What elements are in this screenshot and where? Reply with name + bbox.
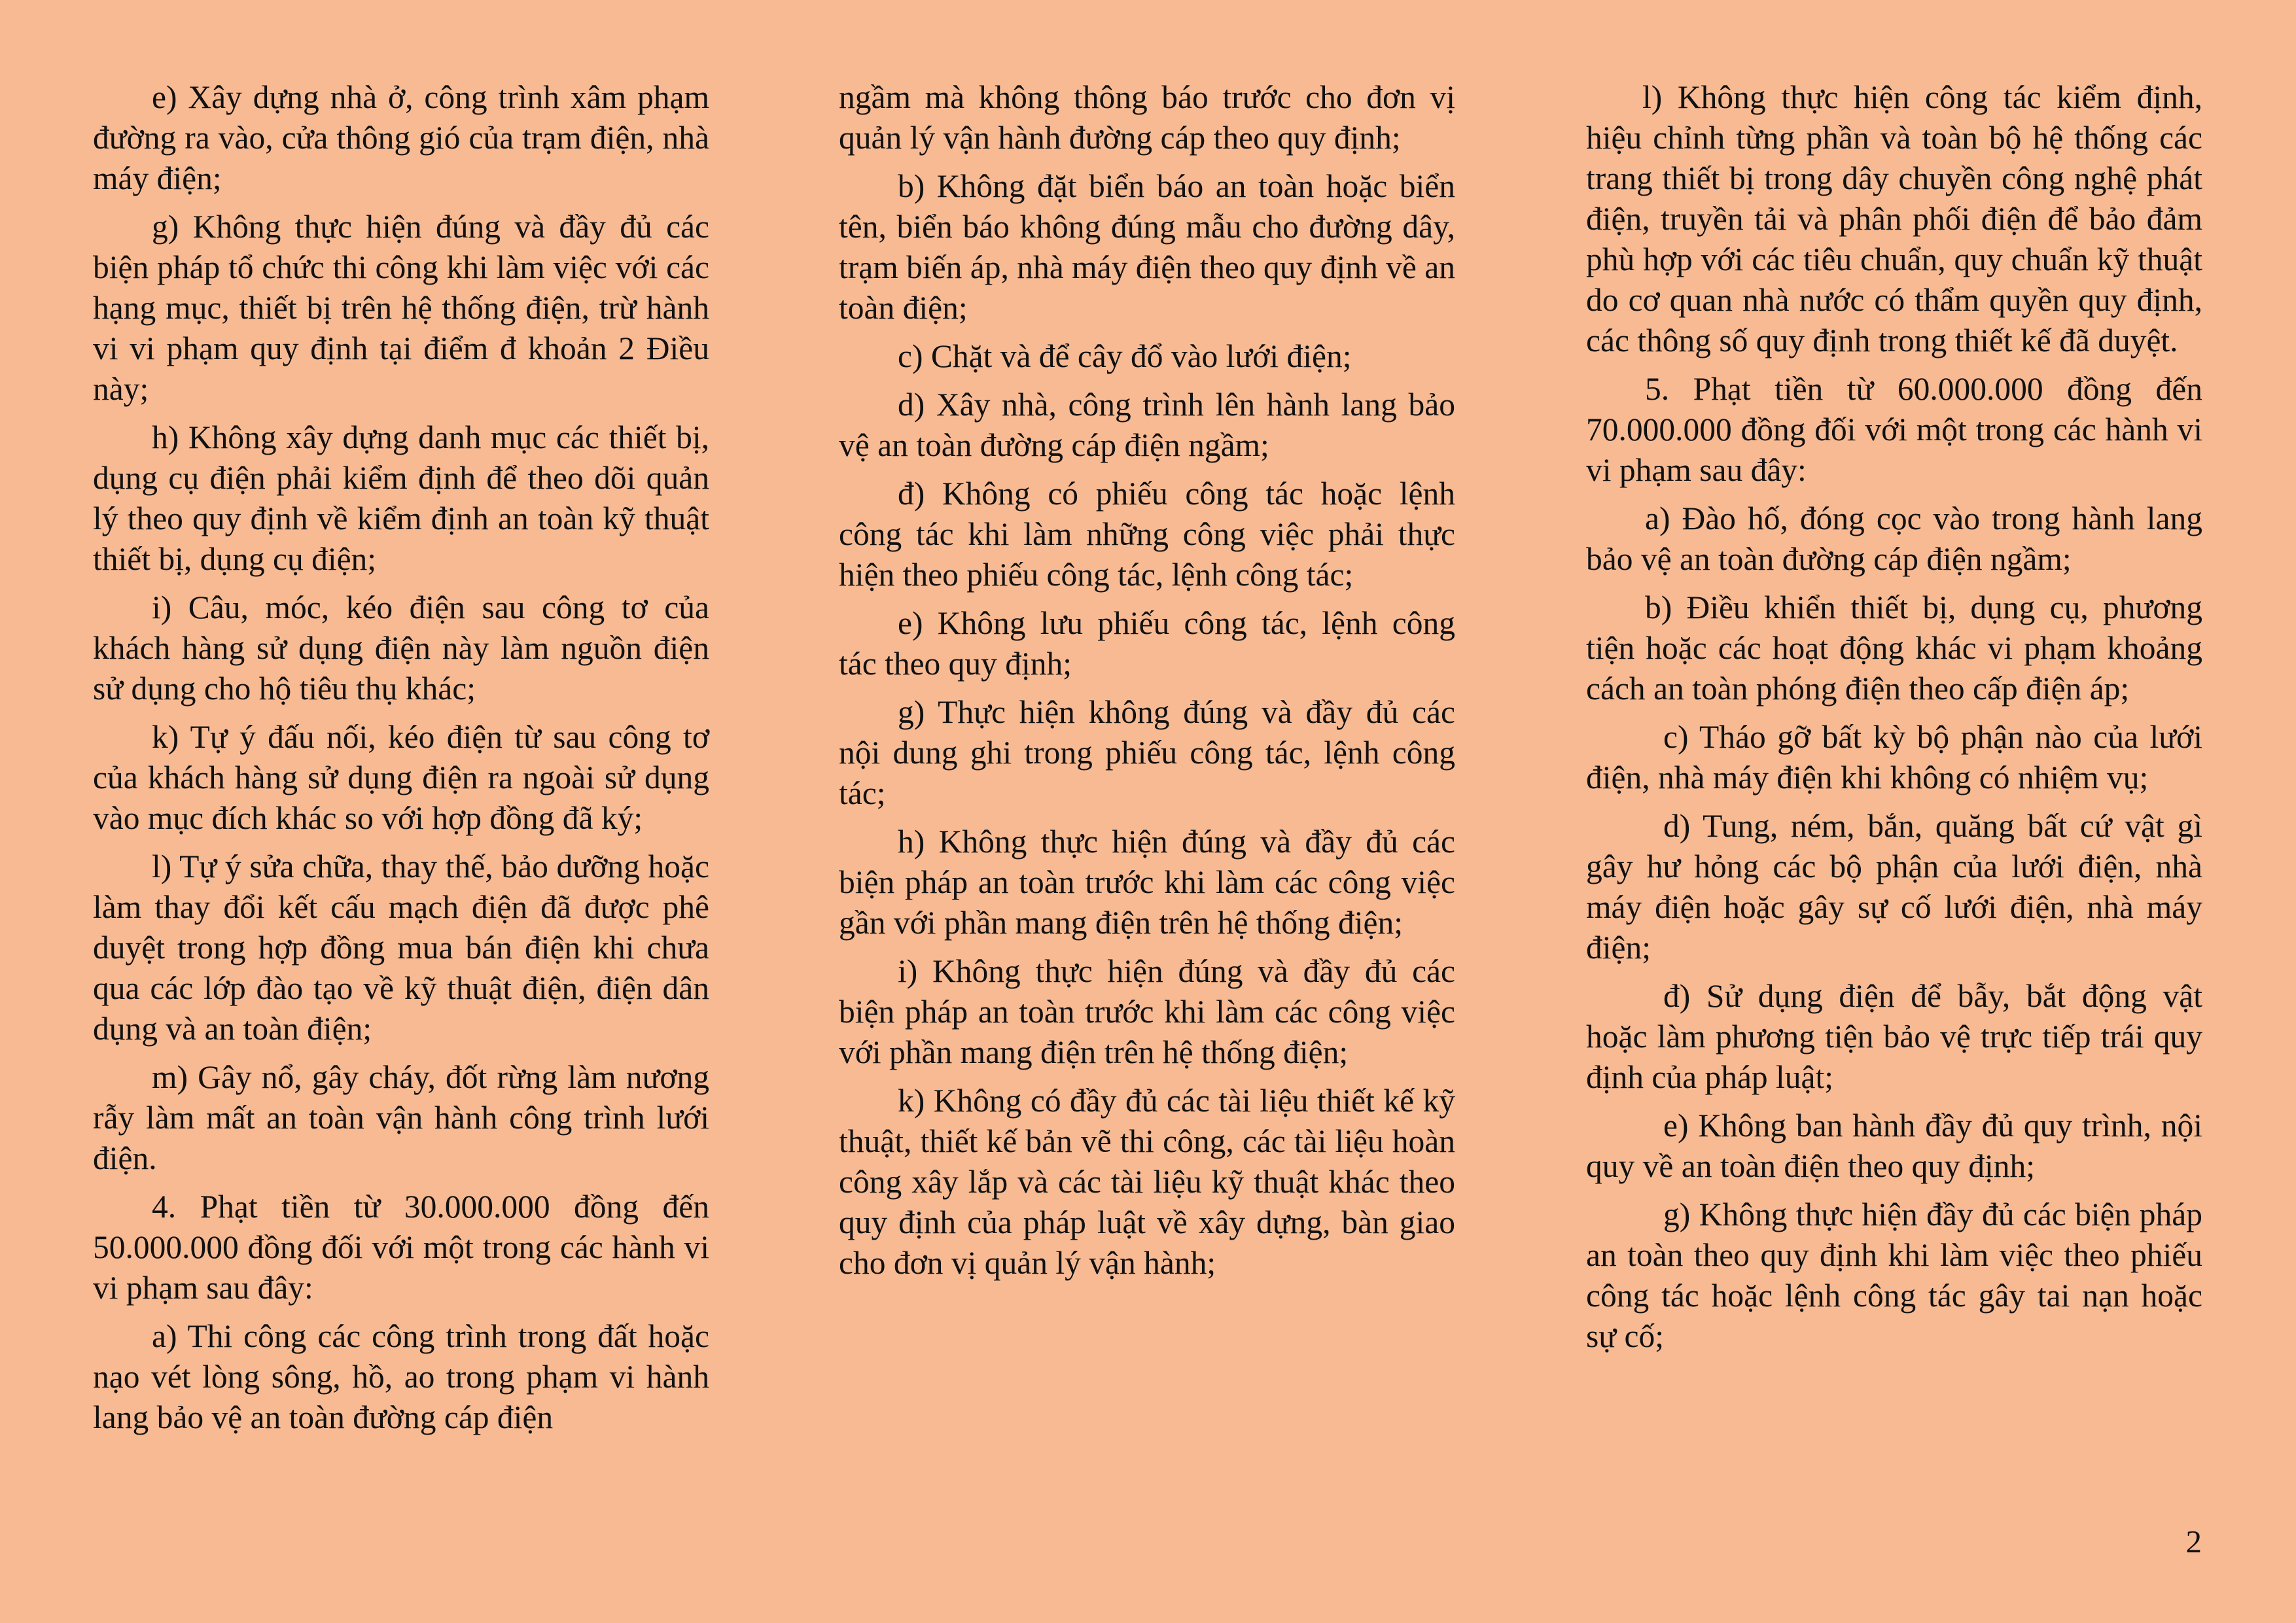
clause-4l: l) Không thực hiện công tác kiểm định, hiệu chỉnh từng phần và toàn bộ hệ thống các trang thiết bị trong dây chuyền công nghệ phát điện, truyền tải và phân phối điện để bảo đảm phù hợp với các tiêu chuẩn, quy chuẩn kỹ thuật do cơ quan nhà nước có thẩm quyền quy định, các thông số quy định trong thiết kế đã duyệt. (1586, 79, 2202, 358)
section-4-heading: 4. Phạt tiền từ 30.000.000 đồng đến 50.000.000 đồng đối với một trong các hành vi vi phạm sau đây: (93, 1189, 709, 1306)
clause-4b: b) Không đặt biển báo an toàn hoặc biển tên, biển báo không đúng mẫu cho đường dây, trạm biến áp, nhà máy điện theo quy định về an toàn điện; (839, 168, 1455, 326)
text-column-middle (839, 77, 1455, 1291)
clause-1g: g) Không thực hiện đúng và đầy đủ các biện pháp tổ chức thi công khi làm việc với các hạng mục, thiết bị trên hệ thống điện, trừ hành vi vi phạm quy định tại điểm đ khoản 2 Điều này; (93, 209, 709, 407)
text-column-right (1586, 77, 2202, 1365)
clause-5dd: đ) Sử dụng điện để bẫy, bắt động vật hoặc làm phương tiện bảo vệ trực tiếp trái quy định của pháp luật; (1586, 978, 2202, 1095)
clause-5d: d) Tung, ném, bắn, quăng bất cứ vật gì gây hư hỏng các bộ phận của lưới điện, nhà máy điện hoặc gây sự cố lưới điện, nhà máy điện; (1586, 808, 2202, 966)
clause-4c: c) Chặt và để cây đổ vào lưới điện; (898, 338, 1352, 374)
clause-4dd: đ) Không có phiếu công tác hoặc lệnh công tác khi làm những công việc phải thực hiện theo phiếu công tác, lệnh công tác; (839, 476, 1455, 593)
clause-1l: l) Tự ý sửa chữa, thay thế, bảo dưỡng hoặc làm thay đổi kết cấu mạch điện đã được phê duyệt trong hợp đồng mua bán điện khi chưa qua các lớp đào tạo về kỹ thuật điện, điện dân dụng và an toàn điện; (93, 848, 709, 1047)
clause-5g: g) Không thực hiện đầy đủ các biện pháp an toàn theo quy định khi làm việc theo phiếu công tác hoặc lệnh công tác gây tai nạn hoặc sự cố; (1586, 1196, 2202, 1354)
clause-1m: m) Gây nổ, gây cháy, đốt rừng làm nương rẫy làm mất an toàn vận hành công trình lưới điện. (93, 1059, 709, 1176)
clause-1h: h) Không xây dựng danh mục các thiết bị, dụng cụ điện phải kiểm định để theo dõi quản lý theo quy định về kiểm định an toàn kỹ thuật thiết bị, dụng cụ điện; (93, 419, 709, 577)
clause-5b: b) Điều khiển thiết bị, dụng cụ, phương tiện hoặc các hoạt động khác vi phạm khoảng cách an toàn phóng điện theo cấp điện áp; (1586, 589, 2202, 707)
clause-4i: i) Không thực hiện đúng và đầy đủ các biện pháp an toàn trước khi làm các công việc với phần mang điện trên hệ thống điện; (839, 953, 1455, 1070)
clause-4h: h) Không thực hiện đúng và đầy đủ các biện pháp an toàn trước khi làm các công việc gần với phần mang điện trên hệ thống điện; (839, 824, 1455, 941)
clause-1e: e) Xây dựng nhà ở, công trình xâm phạm đường ra vào, cửa thông gió của trạm điện, nhà máy điện; (93, 79, 709, 196)
clause-5e: e) Không ban hành đầy đủ quy trình, nội quy về an toàn điện theo quy định; (1586, 1108, 2202, 1184)
clause-1k: k) Tự ý đấu nối, kéo điện từ sau công tơ của khách hàng sử dụng điện ra ngoài sử dụng vào mục đích khác so với hợp đồng đã ký; (93, 719, 709, 836)
clause-4g: g) Thực hiện không đúng và đầy đủ các nội dung ghi trong phiếu công tác, lệnh công tác; (839, 694, 1455, 811)
page-number: 2 (2185, 1524, 2202, 1560)
clause-4a-continued: ngầm mà không thông báo trước cho đơn vị quản lý vận hành đường cáp theo quy định; (839, 79, 1455, 156)
clause-4e: e) Không lưu phiếu công tác, lệnh công tác theo quy định; (839, 605, 1455, 682)
section-5-heading: 5. Phạt tiền từ 60.000.000 đồng đến 70.000.000 đồng đối với một trong các hành vi vi phạm sau đây: (1586, 371, 2202, 488)
clause-5c: c) Tháo gỡ bất kỳ bộ phận nào của lưới điện, nhà máy điện khi không có nhiệm vụ; (1586, 719, 2202, 795)
clause-5a: a) Đào hố, đóng cọc vào trong hành lang bảo vệ an toàn đường cáp điện ngầm; (1586, 500, 2202, 577)
clause-4a: a) Thi công các công trình trong đất hoặc nạo vét lòng sông, hồ, ao trong phạm vi hành lang bảo vệ an toàn đường cáp điện (93, 1318, 709, 1435)
clause-4k: k) Không có đầy đủ các tài liệu thiết kế kỹ thuật, thiết kế bản vẽ thi công, các tài liệu hoàn công xây lắp và các tài liệu kỹ thuật khác theo quy định của pháp luật về xây dựng, bàn giao cho đơn vị quản lý vận hành; (839, 1083, 1455, 1281)
clause-4d: d) Xây nhà, công trình lên hành lang bảo vệ an toàn đường cáp điện ngầm; (839, 387, 1455, 463)
clause-1i: i) Câu, móc, kéo điện sau công tơ của khách hàng sử dụng điện này làm nguồn điện sử dụng cho hộ tiêu thụ khác; (93, 589, 709, 707)
text-column-left (93, 77, 709, 1446)
